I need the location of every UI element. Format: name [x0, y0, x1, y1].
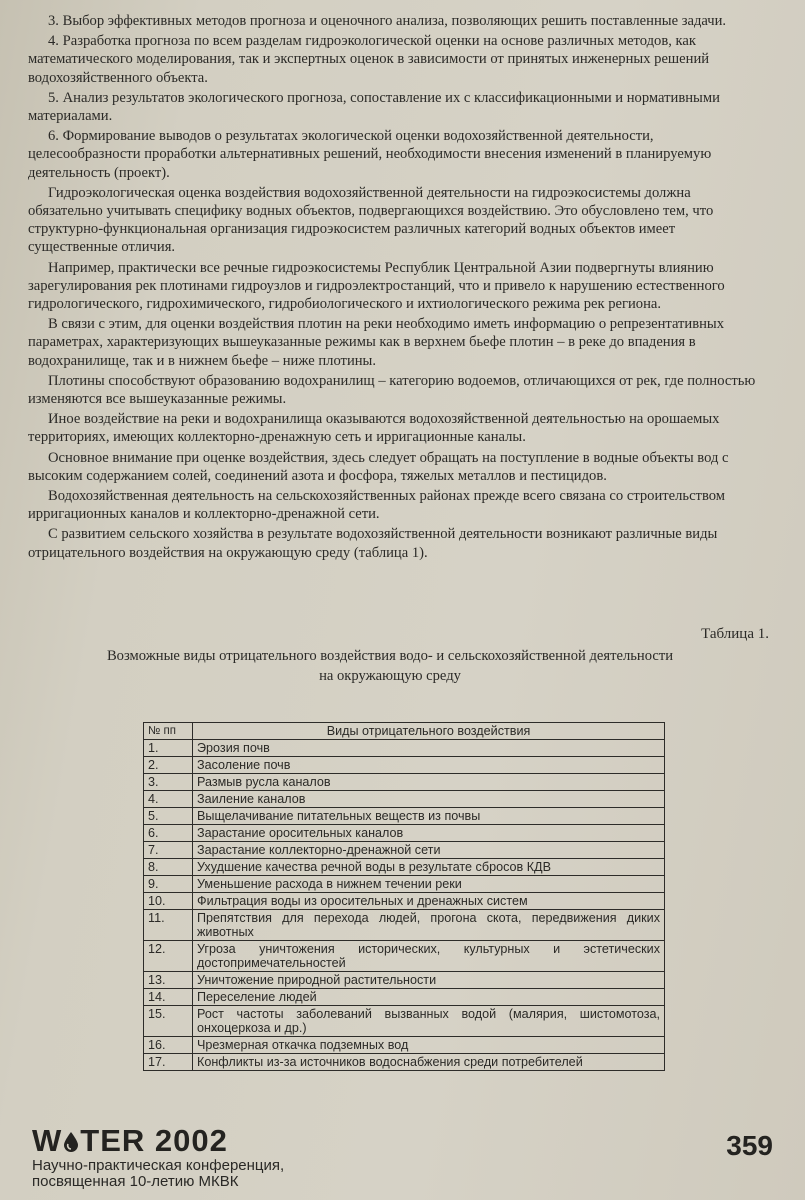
- table-row: [144, 740, 665, 757]
- row-text: Размыв русла каналов: [193, 774, 665, 791]
- row-num: 5.: [144, 808, 193, 825]
- row-num: 11.: [144, 910, 193, 941]
- row-num: 13.: [144, 972, 193, 989]
- table-row: [144, 791, 665, 808]
- row-num: 10.: [144, 893, 193, 910]
- table-title-line: Возможные виды отрицательного воздействия водо- и сельскохозяйственной деятельности: [106, 648, 674, 664]
- row-num: 1.: [144, 740, 193, 757]
- table-row: [144, 989, 665, 1006]
- water-2002-logo: [32, 1124, 284, 1158]
- table-row: [144, 876, 665, 893]
- table-row: [144, 808, 665, 825]
- table-caption-number: Таблица 1.: [701, 626, 769, 642]
- row-text: Рост частоты заболеваний вызванных водой (малярия, шистомотоза, онхоцеркоза и др.): [193, 1006, 665, 1037]
- row-num: 3.: [144, 774, 193, 791]
- paragraph: В связи с этим, для оценки воздействия плотин на реки необходимо иметь информацию о репрезентативных параметрах, характеризующих вышеуказанные режимы как в верхнем бьефе плотин – в реке до впадения в водохранилище, так и в нижнем бьефе – ниже плотины.: [28, 316, 725, 369]
- row-num: 2.: [144, 757, 193, 774]
- row-num: 14.: [144, 989, 193, 1006]
- table-row: [144, 774, 665, 791]
- row-text: Угроза уничтожения исторических, культурных и эстетических достопримечательностей: [193, 941, 665, 972]
- header-type: Виды отрицательного воздействия: [193, 723, 665, 740]
- table-title: [40, 646, 740, 686]
- paragraph: 3. Выбор эффективных методов прогноза и оценочного анализа, позволяющих решить поставленные задачи.: [48, 13, 727, 29]
- table-row: [144, 842, 665, 859]
- row-text: Уничтожение природной растительности: [193, 972, 665, 989]
- table-row: [144, 1054, 665, 1071]
- paragraph: Гидроэкологическая оценка воздействия водохозяйственной деятельности на гидроэкосистемы должна обязательно учитывать специфику водных объектов, подвергающихся воздействию. Это обусловлено тем, что структурно-функциональная организация гидроэкосистем различных категорий водных объектов имеет существенные отличия.: [28, 184, 714, 256]
- table-header-row: [144, 723, 665, 740]
- row-text: Зарастание коллекторно-дренажной сети: [193, 842, 665, 859]
- row-text: Переселение людей: [193, 989, 665, 1006]
- row-text: Конфликты из-за источников водоснабжения среди потребителей: [193, 1054, 665, 1071]
- row-text: Эрозия почв: [193, 740, 665, 757]
- row-num: 7.: [144, 842, 193, 859]
- row-text: Фильтрация воды из оросительных и дренажных систем: [193, 893, 665, 910]
- logo-text: TER 2002: [80, 1123, 228, 1158]
- row-text: Зарастание оросительных каналов: [193, 825, 665, 842]
- paragraph: Основное внимание при оценке воздействия, здесь следует обращать на поступление в водные объекты вод с высоким содержанием солей, соединений азота и фосфора, тяжелых металлов и пестицидов.: [28, 449, 729, 484]
- water-drop-icon: [62, 1126, 80, 1148]
- row-num: 4.: [144, 791, 193, 808]
- paragraph: 5. Анализ результатов экологического прогноза, сопоставление их с классификационными и нормативными материалами.: [28, 89, 720, 125]
- row-text: Выщелачивание питательных веществ из почвы: [193, 808, 665, 825]
- table-row: [144, 757, 665, 774]
- paragraph: Плотины способствуют образованию водохранилищ – категорию водоемов, отличающихся от рек, где полностью изменяются все вышеуказанные режимы.: [28, 372, 756, 408]
- table-title-line: на окружающую среду: [319, 668, 461, 684]
- table-row: [144, 910, 665, 941]
- row-num: 17.: [144, 1054, 193, 1071]
- table-row: [144, 893, 665, 910]
- header-num: № пп: [144, 723, 193, 740]
- row-text: Препятствия для перехода людей, прогона скота, передвижения диких животных: [193, 910, 665, 941]
- paragraph: С развитием сельского хозяйства в результате водохозяйственной деятельности возникают различные виды отрицательного воздействия на окружающую среду (таблица 1).: [28, 526, 718, 561]
- row-num: 16.: [144, 1037, 193, 1054]
- paragraph: Иное воздействие на реки и водохранилища оказываются водохозяйственной деятельностью на орошаемых территориях, имеющих коллекторно-дренажную сеть и ирригационные каналы.: [28, 411, 720, 446]
- row-num: 6.: [144, 825, 193, 842]
- body-text: [28, 12, 768, 564]
- conference-subtitle: Научно-практическая конференция,: [32, 1157, 285, 1174]
- paragraph: 6. Формирование выводов о результатах экологической оценки водохозяйственной деятельности, целесообразности проработки альтернативных решений, необходимости внесения изменений в планируемую деятельность (проект).: [28, 128, 712, 181]
- table-row: [144, 1037, 665, 1054]
- conference-subtitle: посвященная 10-летию МКВК: [32, 1173, 239, 1190]
- logo-letter: W: [32, 1123, 63, 1158]
- row-text: Заиление каналов: [193, 791, 665, 808]
- paragraph: Например, практически все речные гидроэкосистемы Республик Центральной Азии подвергнуты влиянию зарегулирования рек плотинами гидроузлов и гидроэлектростанций, что и привело к нарушению естественного гидрологического, гидрохимического, гидробиологического и ихтиологического режима рек региона.: [28, 259, 725, 313]
- row-text: Ухудшение качества речной воды в результате сбросов КДВ: [193, 859, 665, 876]
- table-row: [144, 972, 665, 989]
- impact-table: [143, 722, 665, 1071]
- paragraph: 4. Разработка прогноза по всем разделам гидроэкологической оценки на основе различных методов, как математического моделирования, так и экспертных оценок в зависимости от принятых инженерных решений водохозяйственного объекта.: [28, 33, 710, 86]
- row-text: Уменьшение расхода в нижнем течении реки: [193, 876, 665, 893]
- page-number: 359: [726, 1130, 773, 1161]
- row-text: Чрезмерная откачка подземных вод: [193, 1037, 665, 1054]
- paragraph: Водохозяйственная деятельность на сельскохозяйственных районах прежде всего связана со строительством ирригационных каналов и коллекторно-дренажной сети.: [28, 488, 725, 523]
- row-num: 8.: [144, 859, 193, 876]
- table-row: [144, 1006, 665, 1037]
- row-num: 12.: [144, 941, 193, 972]
- row-num: 9.: [144, 876, 193, 893]
- table-row: [144, 825, 665, 842]
- row-text: Засоление почв: [193, 757, 665, 774]
- table-row: [144, 859, 665, 876]
- row-num: 15.: [144, 1006, 193, 1037]
- conference-footer: [32, 1124, 284, 1190]
- table-row: [144, 941, 665, 972]
